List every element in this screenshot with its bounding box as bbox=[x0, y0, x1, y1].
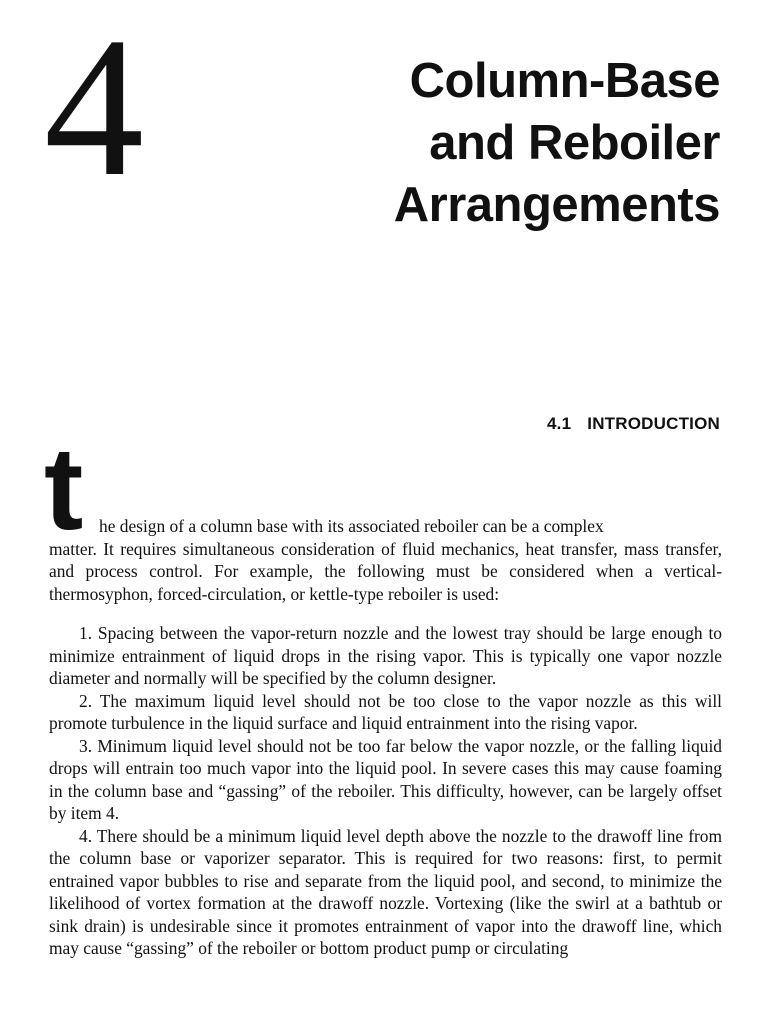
drop-cap: t bbox=[44, 423, 84, 555]
intro-paragraph bbox=[49, 515, 722, 605]
section-number: 4.1 bbox=[547, 414, 572, 433]
intro-rest: matter. It requires simultaneous consideration of fluid mechanics, heat transfer, mass transfer, and process control. For example, the following must be considered when a vertical-thermosyphon, forced-circulation, or kettle-type reboiler is used: bbox=[49, 538, 722, 604]
section-title: INTRODUCTION bbox=[587, 414, 720, 433]
chapter-title-line-2: and Reboiler bbox=[429, 116, 720, 170]
section-heading bbox=[547, 412, 720, 436]
list-item-1: 1. Spacing between the vapor-return nozzle and the lowest tray should be large enough to minimize entrainment of liquid drops in the rising vapor. This is typically one vapor nozzle diameter and normally will be specified by the column designer. bbox=[49, 623, 722, 688]
chapter-title bbox=[260, 50, 720, 236]
list-item-2: 2. The maximum liquid level should not be too close to the vapor nozzle as this will promote turbulence in the liquid surface and liquid entrainment into the rising vapor. bbox=[49, 690, 722, 733]
intro-first-line: he design of a column base with its associated reboiler can be a complex bbox=[99, 516, 604, 536]
chapter-title-line-3: Arrangements bbox=[393, 178, 720, 232]
considerations-list bbox=[49, 622, 722, 960]
chapter-number: 4 bbox=[44, 0, 140, 218]
chapter-title-line-1: Column-Base bbox=[409, 54, 720, 108]
list-item-4: 4. There should be a minimum liquid level depth above the nozzle to the drawoff line from the column base or vaporizer separator. This is required for two reasons: first, to permit entrained vapor bubbles to rise and separate from the liquid pool, and second, to minimize the likelihood of vortex formation at the drawoff nozzle. Vortexing (like the swirl at a bathtub or sink drain) is undesirable since it promotes entrainment of vapor into the drawoff line, which may cause “gassing” of the reboiler or bottom product pump or circulating bbox=[49, 825, 722, 958]
list-item-3: 3. Minimum liquid level should not be too far below the vapor nozzle, or the falling liquid drops will entrain too much vapor into the liquid pool. In severe cases this may cause foaming in the column base and “gassing” of the reboiler. This difficulty, however, can be largely offset by item 4. bbox=[49, 735, 722, 823]
